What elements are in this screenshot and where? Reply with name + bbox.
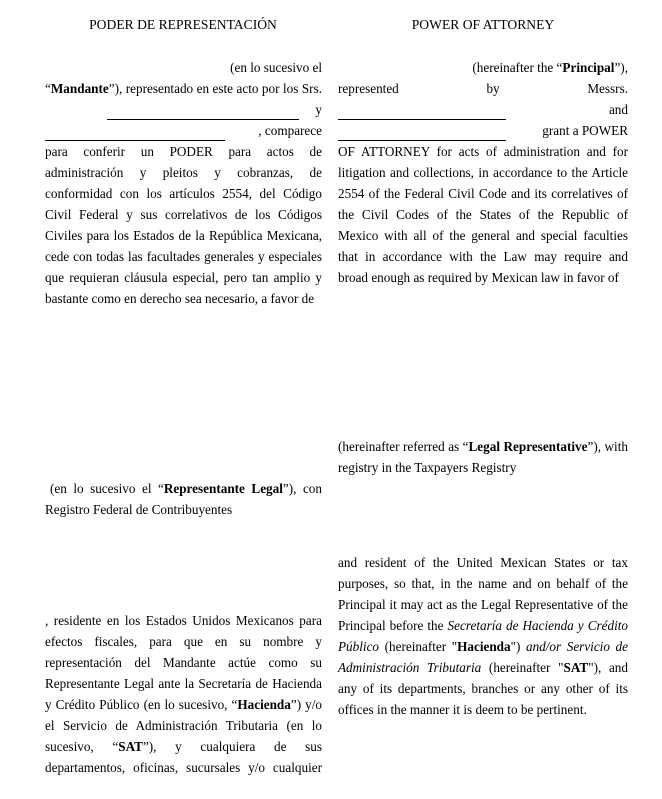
secretaria-term: Secretaría de Hacienda y Crédito Público xyxy=(338,618,629,654)
spanish-p1-top: (en lo sucesivo el xyxy=(230,60,322,75)
hacienda-term-en: Hacienda xyxy=(457,639,511,654)
spanish-p1-line2: “Mandante”), representado en este acto por los Srs. xyxy=(45,81,322,96)
legal-representative-term: Legal Representative xyxy=(468,439,588,454)
blank-line-3 xyxy=(338,105,506,120)
representante-legal-term: Representante Legal xyxy=(163,481,283,496)
mandante-term: Mandante xyxy=(50,81,109,96)
hacienda-term-es: Hacienda xyxy=(237,697,291,712)
spanish-paragraph-1 xyxy=(45,57,322,99)
blank-line-1 xyxy=(107,105,299,120)
blank-line-4 xyxy=(338,126,506,141)
english-p1-top: (hereinafter the “Principal”), xyxy=(472,60,628,75)
english-paragraph-3: and resident of the United Mexican States or tax purposes, so that, in the name and on behalf of the Principal it may act as the Legal Representative of the Principal before the Secretaría de Hacienda y Crédito Público (hereinafter "Hacienda") and/or Servicio de Administración Tributaria (hereinafter "SAT"), and any of its departments, branches or any other of its offices in the manner it is deem to be pertinent. xyxy=(338,555,629,717)
english-p1-blank-row-2 xyxy=(338,120,628,141)
sat-term-en: SAT xyxy=(563,660,589,675)
english-p1-body: OF ATTORNEY for acts of administration and for litigation and collections, in accordance to the Article 2554 of the Federal Civil Code and its correlatives of the Civil Codes of the States of the Republic of Mexico with all of the general and special faculties that in accordance with the Law may require and broad enough as required by Mexican law in favor of xyxy=(338,144,628,285)
spanish-p1-blank-row xyxy=(45,120,322,141)
spanish-p1-signature-line-row xyxy=(45,99,322,120)
spanish-paragraph-3: , residente en los Estados Unidos Mexicanos para efectos fiscales, para que en su nombre y representación del Mandante actúe como su Representante Legal ante la Secretaría de Hacienda y Crédito Público (en lo sucesivo, “Hacienda”) y/o el Servicio de Administración Tributaria (en lo sucesivo, “SAT”), y cualquiera de sus departamentos, oficinas, sucursales y/o cualquier xyxy=(45,613,322,775)
english-paragraph-2: (hereinafter referred as “Legal Representative”), with registry in the Taxpayers Registry xyxy=(338,439,628,475)
header-english: POWER OF ATTORNEY xyxy=(411,17,555,32)
y-text: y xyxy=(315,102,322,117)
spanish-paragraph-2: (en lo sucesivo el “Representante Legal”), con Registro Federal de Contribuyentes xyxy=(45,481,322,517)
and-text: and xyxy=(608,102,628,117)
principal-term: Principal xyxy=(562,60,615,75)
english-p1-represented: represented by Messrs. xyxy=(338,81,628,96)
english-paragraph-1 xyxy=(338,57,628,99)
page-clip xyxy=(0,779,662,797)
blank-line-2 xyxy=(45,126,225,141)
sat-term-es: SAT xyxy=(118,739,143,754)
comparece-text: , comparece xyxy=(258,123,322,138)
header-spanish: PODER DE REPRESENTACIÓN xyxy=(89,17,277,32)
english-p1-blank-row-1 xyxy=(338,99,628,120)
grant-text: grant a POWER xyxy=(542,123,628,138)
spanish-p1-body: para conferir un PODER para actos de administración y pleitos y cobranzas, de conformidad con los artículos 2554, del Código Civil Federal y sus correlativos de los Códigos Civiles para los Estados de la República Mexicana, cede con todas las facultades generales y especiales que requieran cláusula especial, pero tan amplio y bastante como en derecho sea necesario, a favor de xyxy=(45,144,322,306)
and-or-sat-term: and/or Servicio de Administración Tributaria xyxy=(338,639,628,675)
